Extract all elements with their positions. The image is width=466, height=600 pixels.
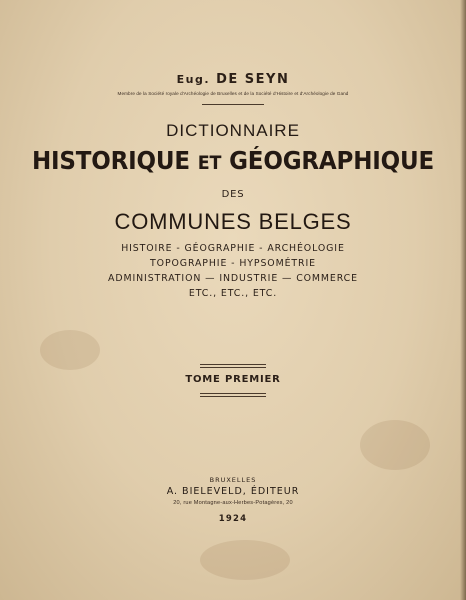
title-des: DES: [221, 189, 245, 200]
volume-rule-bottom: [200, 393, 266, 394]
paper-stain: [360, 420, 430, 470]
subjects-line-1: HISTOIRE - GÉOGRAPHIE - ARCHÉOLOGIE: [121, 243, 345, 254]
subjects-line-2: TOPOGRAPHIE - HYPSOMÉTRIE: [150, 258, 316, 269]
paper-stain: [200, 540, 290, 580]
author-affiliation: Membre de la Société royale d'Archéologie de Bruxelles et de la Société d'Histoire et d'Archéologie de Gand: [117, 91, 349, 96]
title-communes-belges: COMMUNES BELGES: [114, 209, 352, 234]
volume-label: TOME PREMIER: [185, 374, 281, 385]
divider-rule: [202, 104, 264, 105]
page-edge-shadow: [460, 0, 466, 600]
title-main: [19, 146, 448, 175]
imprint-city: BRUXELLES: [209, 476, 257, 484]
subjects-line-4: ETC., ETC., ETC.: [188, 288, 278, 299]
author-name: [0, 72, 466, 87]
author-surname: DE SEYN: [216, 72, 290, 87]
title-geographique: GÉOGRAPHIQUE: [229, 146, 435, 175]
imprint-publisher: A. BIELEVELD, ÉDITEUR: [166, 486, 300, 497]
title-historique: HISTORIQUE: [31, 146, 190, 175]
imprint-year: 1924: [218, 514, 248, 524]
title-dictionnaire: DICTIONNAIRE: [166, 121, 300, 140]
title-et: ET: [197, 152, 222, 174]
author-name-prefix: Eug.: [176, 73, 211, 86]
paper-stain: [40, 330, 100, 370]
imprint-address: 20, rue Montagne-aux-Herbes-Potagères, 20: [173, 500, 293, 506]
subjects-line-3: ADMINISTRATION — INDUSTRIE — COMMERCE: [108, 273, 358, 284]
volume-rule-top: [200, 364, 266, 365]
